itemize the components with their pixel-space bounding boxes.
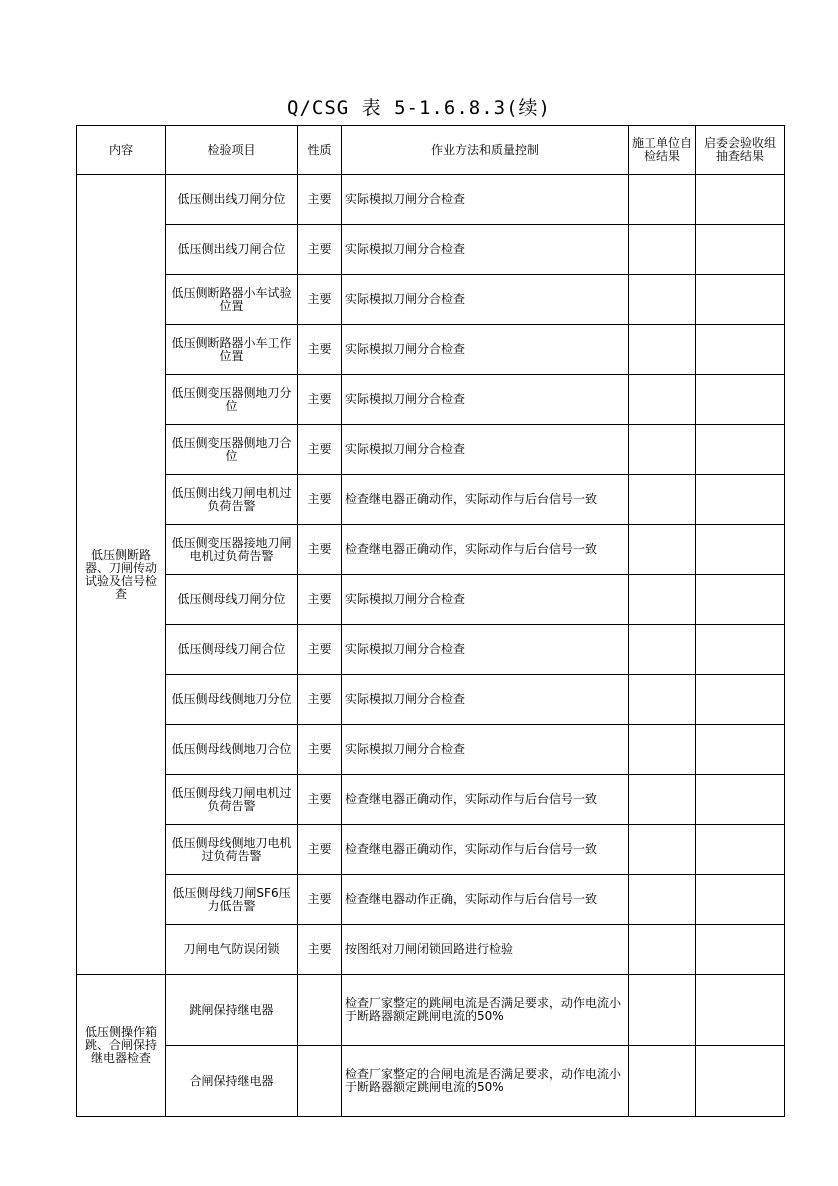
table-row <box>77 1046 785 1117</box>
table-row <box>77 325 785 375</box>
contractor-result-cell[interactable] <box>629 225 696 275</box>
committee-result-cell[interactable] <box>696 925 785 975</box>
item-cell: 刀闸电气防误闭锁 <box>166 925 298 975</box>
committee-result-cell[interactable] <box>696 375 785 425</box>
item-cell: 低压侧母线刀闸SF6压力低告警 <box>166 875 298 925</box>
contractor-result-cell[interactable] <box>629 575 696 625</box>
committee-result-cell[interactable] <box>696 675 785 725</box>
table-row <box>77 275 785 325</box>
inspection-table <box>76 125 785 1117</box>
committee-result-cell[interactable] <box>696 1046 785 1117</box>
contractor-result-cell[interactable] <box>629 875 696 925</box>
table-row <box>77 475 785 525</box>
method-cell: 检查继电器正确动作，实际动作与后台信号一致 <box>342 475 629 525</box>
nature-cell: 主要 <box>298 875 342 925</box>
committee-result-cell[interactable] <box>696 225 785 275</box>
group-content-cell: 低压侧断路器、刀闸传动试验及信号检查 <box>77 175 166 975</box>
table-row <box>77 875 785 925</box>
committee-result-cell[interactable] <box>696 525 785 575</box>
committee-result-cell[interactable] <box>696 325 785 375</box>
table-row <box>77 525 785 575</box>
method-cell: 检查继电器动作正确，实际动作与后台信号一致 <box>342 875 629 925</box>
committee-result-cell[interactable] <box>696 875 785 925</box>
page-title: Q/CSG 表 5-1.6.8.3(续) <box>287 97 551 119</box>
method-cell: 实际模拟刀闸分合检查 <box>342 575 629 625</box>
header-method: 作业方法和质量控制 <box>342 126 629 175</box>
contractor-result-cell[interactable] <box>629 275 696 325</box>
contractor-result-cell[interactable] <box>629 525 696 575</box>
nature-cell: 主要 <box>298 275 342 325</box>
table-row <box>77 375 785 425</box>
table-row <box>77 775 785 825</box>
nature-cell: 主要 <box>298 175 342 225</box>
nature-cell: 主要 <box>298 725 342 775</box>
nature-cell: 主要 <box>298 775 342 825</box>
contractor-result-cell[interactable] <box>629 425 696 475</box>
header-committee-result: 启委会验收组抽查结果 <box>696 126 785 175</box>
table-row <box>77 425 785 475</box>
method-cell: 实际模拟刀闸分合检查 <box>342 175 629 225</box>
committee-result-cell[interactable] <box>696 575 785 625</box>
item-cell: 低压侧出线刀闸分位 <box>166 175 298 225</box>
committee-result-cell[interactable] <box>696 775 785 825</box>
table-row <box>77 575 785 625</box>
method-cell: 实际模拟刀闸分合检查 <box>342 425 629 475</box>
item-cell: 低压侧变压器侧地刀合位 <box>166 425 298 475</box>
item-cell: 低压侧断路器小车工作位置 <box>166 325 298 375</box>
nature-cell <box>298 975 342 1046</box>
header-nature: 性质 <box>298 126 342 175</box>
contractor-result-cell[interactable] <box>629 325 696 375</box>
method-cell: 实际模拟刀闸分合检查 <box>342 225 629 275</box>
method-cell: 实际模拟刀闸分合检查 <box>342 275 629 325</box>
committee-result-cell[interactable] <box>696 625 785 675</box>
contractor-result-cell[interactable] <box>629 675 696 725</box>
method-cell: 实际模拟刀闸分合检查 <box>342 375 629 425</box>
header-contractor-result: 施工单位自检结果 <box>629 126 696 175</box>
contractor-result-cell[interactable] <box>629 975 696 1046</box>
committee-result-cell[interactable] <box>696 825 785 875</box>
contractor-result-cell[interactable] <box>629 775 696 825</box>
nature-cell: 主要 <box>298 425 342 475</box>
nature-cell: 主要 <box>298 925 342 975</box>
nature-cell: 主要 <box>298 675 342 725</box>
contractor-result-cell[interactable] <box>629 925 696 975</box>
contractor-result-cell[interactable] <box>629 475 696 525</box>
nature-cell <box>298 1046 342 1117</box>
table-row <box>77 925 785 975</box>
committee-result-cell[interactable] <box>696 425 785 475</box>
method-cell: 检查厂家整定的跳闸电流是否满足要求，动作电流小于断路器额定跳闸电流的50% <box>342 975 629 1046</box>
committee-result-cell[interactable] <box>696 975 785 1046</box>
nature-cell: 主要 <box>298 825 342 875</box>
item-cell: 低压侧断路器小车试验位置 <box>166 275 298 325</box>
item-cell: 低压侧母线刀闸合位 <box>166 625 298 675</box>
item-cell: 低压侧母线侧地刀电机过负荷告警 <box>166 825 298 875</box>
contractor-result-cell[interactable] <box>629 825 696 875</box>
table-row <box>77 625 785 675</box>
table-row <box>77 175 785 225</box>
nature-cell: 主要 <box>298 325 342 375</box>
nature-cell: 主要 <box>298 625 342 675</box>
nature-cell: 主要 <box>298 475 342 525</box>
contractor-result-cell[interactable] <box>629 175 696 225</box>
table-row <box>77 675 785 725</box>
committee-result-cell[interactable] <box>696 475 785 525</box>
committee-result-cell[interactable] <box>696 275 785 325</box>
item-cell: 低压侧母线侧地刀合位 <box>166 725 298 775</box>
item-cell: 低压侧变压器侧地刀分位 <box>166 375 298 425</box>
contractor-result-cell[interactable] <box>629 375 696 425</box>
method-cell: 实际模拟刀闸分合检查 <box>342 675 629 725</box>
contractor-result-cell[interactable] <box>629 725 696 775</box>
method-cell: 检查继电器正确动作，实际动作与后台信号一致 <box>342 525 629 575</box>
item-cell: 低压侧母线刀闸分位 <box>166 575 298 625</box>
item-cell: 低压侧出线刀闸电机过负荷告警 <box>166 475 298 525</box>
item-cell: 低压侧出线刀闸合位 <box>166 225 298 275</box>
item-cell: 合闸保持继电器 <box>166 1046 298 1117</box>
item-cell: 低压侧母线刀闸电机过负荷告警 <box>166 775 298 825</box>
item-cell: 低压侧变压器接地刀闸电机过负荷告警 <box>166 525 298 575</box>
header-item: 检验项目 <box>166 126 298 175</box>
table-row <box>77 725 785 775</box>
table-row <box>77 225 785 275</box>
method-cell: 检查继电器正确动作，实际动作与后台信号一致 <box>342 775 629 825</box>
header-content: 内容 <box>77 126 166 175</box>
method-cell: 检查厂家整定的合闸电流是否满足要求，动作电流小于断路器额定跳闸电流的50% <box>342 1046 629 1117</box>
nature-cell: 主要 <box>298 575 342 625</box>
method-cell: 检查继电器正确动作，实际动作与后台信号一致 <box>342 825 629 875</box>
contractor-result-cell[interactable] <box>629 1046 696 1117</box>
header-row <box>77 126 785 175</box>
item-cell: 低压侧母线侧地刀分位 <box>166 675 298 725</box>
committee-result-cell[interactable] <box>696 175 785 225</box>
contractor-result-cell[interactable] <box>629 625 696 675</box>
nature-cell: 主要 <box>298 225 342 275</box>
method-cell: 实际模拟刀闸分合检查 <box>342 325 629 375</box>
table-row <box>77 975 785 1046</box>
method-cell: 按图纸对刀闸闭锁回路进行检验 <box>342 925 629 975</box>
table-row <box>77 825 785 875</box>
group-content-cell: 低压侧操作箱跳、合闸保持继电器检查 <box>77 975 166 1117</box>
committee-result-cell[interactable] <box>696 725 785 775</box>
method-cell: 实际模拟刀闸分合检查 <box>342 725 629 775</box>
method-cell: 实际模拟刀闸分合检查 <box>342 625 629 675</box>
nature-cell: 主要 <box>298 525 342 575</box>
nature-cell: 主要 <box>298 375 342 425</box>
item-cell: 跳闸保持继电器 <box>166 975 298 1046</box>
